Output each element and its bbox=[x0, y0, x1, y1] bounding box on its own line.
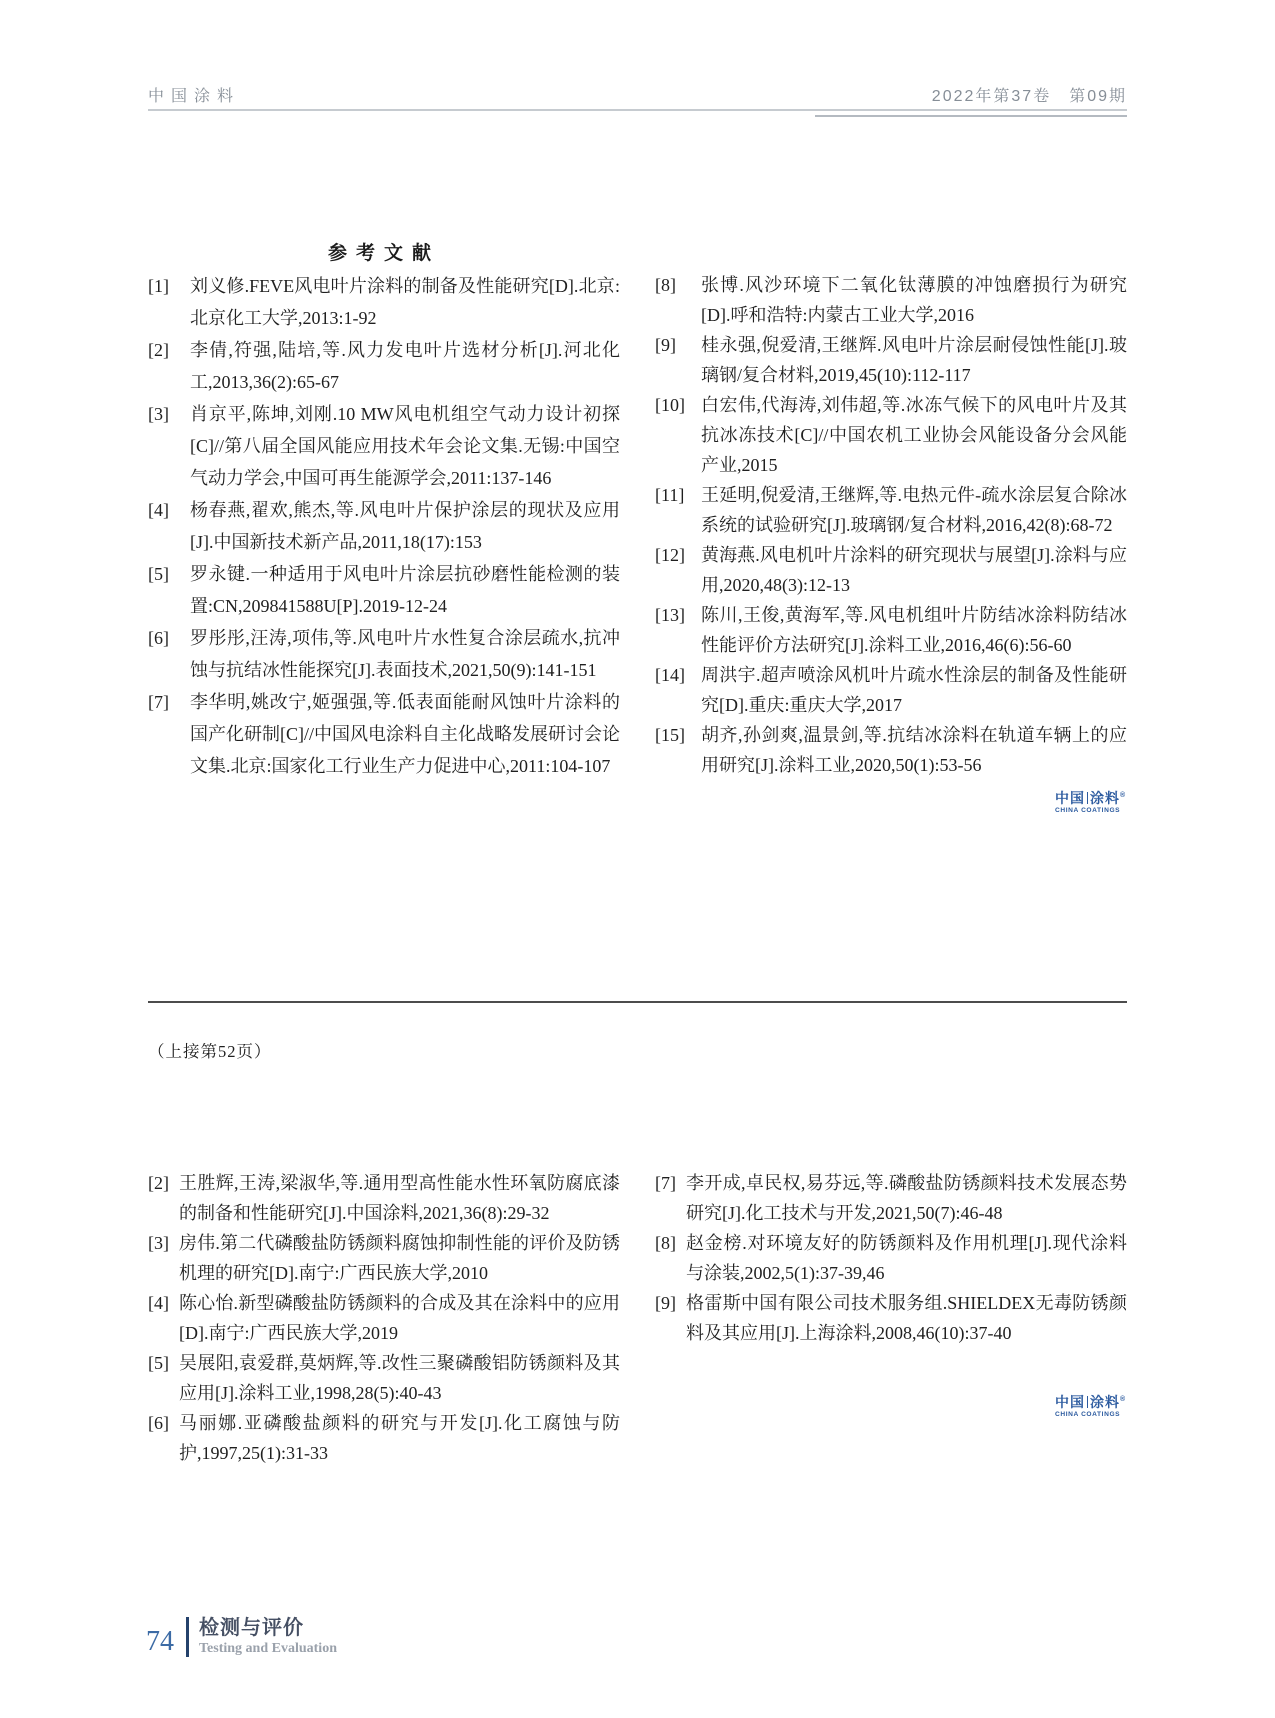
reference-item bbox=[148, 494, 620, 558]
reference-number: [1] bbox=[148, 276, 169, 296]
reference-item bbox=[148, 1408, 620, 1468]
reference-item bbox=[148, 334, 620, 398]
reference-number: [3] bbox=[148, 404, 169, 424]
reference-item bbox=[655, 1288, 1127, 1348]
reference-item bbox=[148, 686, 620, 782]
header-rule-right bbox=[815, 115, 1127, 117]
section-divider bbox=[148, 1001, 1127, 1003]
logo-text-left: 中国 bbox=[1055, 790, 1085, 806]
logo-text-right: 涂料 bbox=[1090, 1394, 1120, 1410]
reference-item bbox=[655, 330, 1127, 390]
logo-divider bbox=[1087, 792, 1088, 804]
reference-list bbox=[148, 270, 620, 782]
reference-number: [7] bbox=[148, 692, 169, 712]
china-coatings-logo bbox=[1055, 1392, 1127, 1419]
reference-number: [3] bbox=[148, 1233, 169, 1253]
continuation-note: （上接第52页） bbox=[148, 1042, 272, 1061]
logo-slot-top bbox=[655, 788, 1127, 815]
reference-item bbox=[655, 390, 1127, 480]
reference-text: 周洪宇.超声喷涂风机叶片疏水性涂层的制备及性能研究[D].重庆:重庆大学,2017 bbox=[701, 665, 1127, 715]
page-footer bbox=[146, 1616, 337, 1657]
registered-mark-icon: ® bbox=[1120, 1396, 1126, 1403]
references-column-left bbox=[148, 237, 620, 815]
reference-item bbox=[148, 270, 620, 334]
reference-item bbox=[655, 660, 1127, 720]
logo-english-text: CHINA COATINGS bbox=[1055, 807, 1121, 814]
reference-text: 赵金榜.对环境友好的防锈颜料及作用机理[J].现代涂料与涂装,2002,5(1):37-39,46 bbox=[686, 1233, 1127, 1283]
issue-info: 2022年第37卷 第09期 bbox=[931, 88, 1127, 105]
references-section-top bbox=[148, 237, 1127, 815]
footer-section-title bbox=[199, 1616, 337, 1657]
reference-text: 陈川,王俊,黄海军,等.风电机组叶片防结冰涂料防结冰性能评价方法研究[J].涂料工业,2016,46(6):56-60 bbox=[701, 605, 1127, 655]
reference-item bbox=[148, 1168, 620, 1228]
reference-item bbox=[148, 1228, 620, 1288]
logo-english-text: CHINA COATINGS bbox=[1055, 1411, 1121, 1418]
reference-list bbox=[655, 1168, 1127, 1348]
reference-number: [11] bbox=[655, 485, 685, 505]
reference-text: 桂永强,倪爱清,王继辉.风电叶片涂层耐侵蚀性能[J].玻璃钢/复合材料,2019,45(10):112-117 bbox=[701, 335, 1127, 385]
references-column-right bbox=[655, 237, 1127, 815]
reference-text: 房伟.第二代磷酸盐防锈颜料腐蚀抑制性能的评价及防锈机理的研究[D].南宁:广西民族大学,2010 bbox=[179, 1233, 620, 1283]
reference-number: [7] bbox=[655, 1173, 676, 1193]
section-title-chinese: 检测与评价 bbox=[199, 1617, 304, 1639]
reference-number: [9] bbox=[655, 1293, 676, 1313]
reference-number: [6] bbox=[148, 628, 169, 648]
logo-text-left: 中国 bbox=[1055, 1394, 1085, 1410]
reference-item bbox=[148, 398, 620, 494]
reference-item bbox=[655, 1228, 1127, 1288]
reference-item bbox=[148, 558, 620, 622]
reference-text: 格雷斯中国有限公司技术服务组.SHIELDEX无毒防锈颜料及其应用[J].上海涂料,2008,46(10):37-40 bbox=[686, 1293, 1127, 1343]
reference-item bbox=[148, 1348, 620, 1408]
reference-text: 肖京平,陈坤,刘刚.10 MW风电机组空气动力设计初探[C]//第八届全国风能应用技术年会论文集.无锡:中国空气动力学会,中国可再生能源学会,2011:137-146 bbox=[190, 404, 620, 488]
reference-text: 罗彤彤,汪涛,项伟,等.风电叶片水性复合涂层疏水,抗冲蚀与抗结冰性能探究[J].表面技术,2021,50(9):141-151 bbox=[190, 628, 620, 680]
references-column-left bbox=[148, 1168, 620, 1468]
reference-text: 刘义修.FEVE风电叶片涂料的制备及性能研究[D].北京:北京化工大学,2013:1-92 bbox=[190, 276, 620, 328]
reference-text: 罗永键.一种适用于风电叶片涂层抗砂磨性能检测的装置:CN,209841588U[P].2019-12-24 bbox=[190, 564, 620, 616]
section-title-english: Testing and Evaluation bbox=[199, 1641, 337, 1656]
reference-number: [8] bbox=[655, 275, 676, 295]
reference-text: 胡齐,孙剑爽,温景剑,等.抗结冰涂料在轨道车辆上的应用研究[J].涂料工业,2020,50(1):53-56 bbox=[701, 725, 1127, 775]
reference-item bbox=[655, 480, 1127, 540]
logo-chinese-text bbox=[1055, 788, 1127, 806]
reference-text: 李开成,卓民权,易芬远,等.磷酸盐防锈颜料技术发展态势研究[J].化工技术与开发,2021,50(7):46-48 bbox=[686, 1173, 1127, 1223]
reference-number: [8] bbox=[655, 1233, 676, 1253]
reference-number: [6] bbox=[148, 1413, 169, 1433]
reference-text: 张博.风沙环境下二氧化钛薄膜的冲蚀磨损行为研究[D].呼和浩特:内蒙古工业大学,2016 bbox=[701, 275, 1127, 325]
page-number: 74 bbox=[146, 1626, 174, 1657]
reference-text: 白宏伟,代海涛,刘伟超,等.冰冻气候下的风电叶片及其抗冰冻技术[C]//中国农机工业协会风能设备分会风能产业,2015 bbox=[701, 395, 1127, 475]
reference-text: 李华明,姚改宁,姬强强,等.低表面能耐风蚀叶片涂料的国产化研制[C]//中国风电涂料自主化战略发展研讨会论文集.北京:国家化工行业生产力促进中心,2011:104-107 bbox=[190, 692, 620, 776]
logo-slot-bottom bbox=[655, 1392, 1127, 1419]
footer-divider-bar bbox=[186, 1617, 189, 1657]
reference-text: 吴展阳,袁爱群,莫炳辉,等.改性三聚磷酸铝防锈颜料及其应用[J].涂料工业,1998,28(5):40-43 bbox=[179, 1353, 620, 1403]
logo-divider bbox=[1087, 1396, 1088, 1408]
reference-number: [4] bbox=[148, 500, 169, 520]
reference-text: 李倩,符强,陆培,等.风力发电叶片选材分析[J].河北化工,2013,36(2):65-67 bbox=[190, 340, 620, 392]
reference-number: [2] bbox=[148, 1173, 169, 1193]
logo-chinese-text bbox=[1055, 1392, 1127, 1410]
reference-text: 王胜辉,王涛,梁淑华,等.通用型高性能水性环氧防腐底漆的制备和性能研究[J].中国涂料,2021,36(8):29-32 bbox=[179, 1173, 620, 1223]
references-section-bottom bbox=[148, 1168, 1127, 1468]
reference-item bbox=[655, 600, 1127, 660]
reference-number: [10] bbox=[655, 395, 685, 415]
reference-item bbox=[655, 1168, 1127, 1228]
reference-item bbox=[655, 270, 1127, 330]
reference-item bbox=[148, 1288, 620, 1348]
reference-number: [14] bbox=[655, 665, 685, 685]
reference-text: 陈心怡.新型磷酸盐防锈颜料的合成及其在涂料中的应用[D].南宁:广西民族大学,2019 bbox=[179, 1293, 620, 1343]
reference-number: [4] bbox=[148, 1293, 169, 1313]
reference-number: [13] bbox=[655, 605, 685, 625]
reference-text: 杨春燕,翟欢,熊杰,等.风电叶片保护涂层的现状及应用[J].中国新技术新产品,2011,18(17):153 bbox=[190, 500, 620, 552]
header-rule bbox=[148, 109, 1127, 111]
reference-list bbox=[148, 1168, 620, 1468]
reference-number: [5] bbox=[148, 1353, 169, 1373]
reference-number: [5] bbox=[148, 564, 169, 584]
page-header bbox=[148, 82, 1127, 106]
reference-number: [2] bbox=[148, 340, 169, 360]
reference-number: [9] bbox=[655, 335, 676, 355]
journal-title: 中国涂料 bbox=[148, 88, 241, 105]
reference-list bbox=[655, 270, 1127, 780]
reference-text: 马丽娜.亚磷酸盐颜料的研究与开发[J].化工腐蚀与防护,1997,25(1):31-33 bbox=[179, 1413, 620, 1463]
reference-item bbox=[148, 622, 620, 686]
logo-text-right: 涂料 bbox=[1090, 790, 1120, 806]
reference-item bbox=[655, 720, 1127, 780]
china-coatings-logo bbox=[1055, 788, 1127, 815]
reference-text: 王延明,倪爱清,王继辉,等.电热元件-疏水涂层复合除冰系统的试验研究[J].玻璃钢/复合材料,2016,42(8):68-72 bbox=[701, 485, 1127, 535]
reference-text: 黄海燕.风电机叶片涂料的研究现状与展望[J].涂料与应用,2020,48(3):12-13 bbox=[701, 545, 1127, 595]
references-heading: 参考文献 bbox=[327, 243, 440, 264]
registered-mark-icon: ® bbox=[1120, 792, 1126, 799]
reference-number: [15] bbox=[655, 725, 685, 745]
references-column-right bbox=[655, 1168, 1127, 1468]
reference-number: [12] bbox=[655, 545, 685, 565]
reference-item bbox=[655, 540, 1127, 600]
